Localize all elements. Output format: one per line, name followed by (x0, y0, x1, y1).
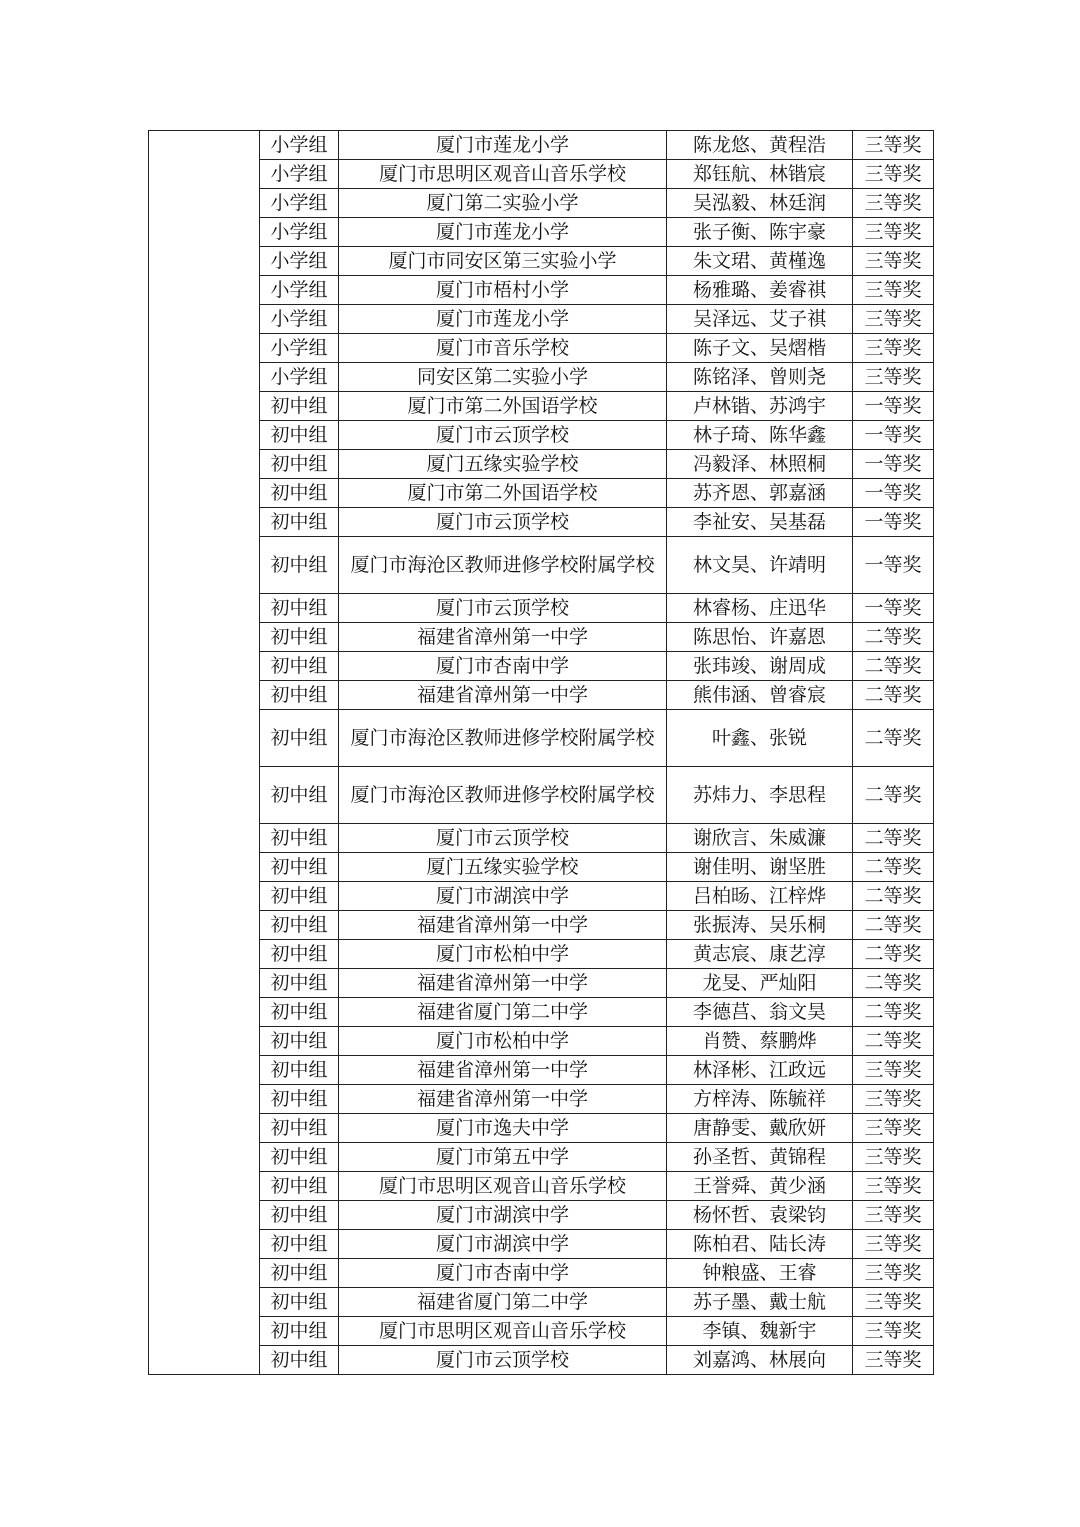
names-cell: 孙圣哲、黄锦程 (667, 1143, 853, 1172)
school-cell: 福建省漳州第一中学 (339, 1056, 667, 1085)
school-cell: 福建省厦门第二中学 (339, 1288, 667, 1317)
school-cell: 厦门市杏南中学 (339, 652, 667, 681)
names-cell: 李德莒、翁文昊 (667, 998, 853, 1027)
award-cell: 二等奖 (853, 824, 934, 853)
table-row (149, 1201, 934, 1230)
award-cell: 三等奖 (853, 189, 934, 218)
table-row (149, 969, 934, 998)
names-cell: 方梓涛、陈毓祥 (667, 1085, 853, 1114)
table-row (149, 1230, 934, 1259)
names-cell: 唐静雯、戴欣妍 (667, 1114, 853, 1143)
school-cell: 厦门市云顶学校 (339, 421, 667, 450)
merged-category-cell (149, 131, 260, 1375)
award-cell: 三等奖 (853, 131, 934, 160)
names-cell: 苏子墨、戴士航 (667, 1288, 853, 1317)
table-row (149, 882, 934, 911)
award-cell: 三等奖 (853, 1143, 934, 1172)
group-cell: 小学组 (260, 247, 339, 276)
names-cell: 林子琦、陈华鑫 (667, 421, 853, 450)
award-cell: 一等奖 (853, 392, 934, 421)
table-row (149, 189, 934, 218)
award-cell: 三等奖 (853, 160, 934, 189)
award-cell: 二等奖 (853, 623, 934, 652)
group-cell: 初中组 (260, 623, 339, 652)
table-row (149, 853, 934, 882)
school-cell: 厦门市思明区观音山音乐学校 (339, 1172, 667, 1201)
award-cell: 三等奖 (853, 218, 934, 247)
school-cell: 厦门第二实验小学 (339, 189, 667, 218)
group-cell: 初中组 (260, 1056, 339, 1085)
table-row (149, 1143, 934, 1172)
table-row (149, 160, 934, 189)
award-cell: 三等奖 (853, 1085, 934, 1114)
names-cell: 陈子文、吴熠楷 (667, 334, 853, 363)
award-cell: 二等奖 (853, 767, 934, 824)
award-table (148, 130, 934, 1375)
names-cell: 林睿杨、庄迅华 (667, 594, 853, 623)
names-cell: 林泽彬、江政远 (667, 1056, 853, 1085)
school-cell: 厦门市海沧区教师进修学校附属学校 (339, 710, 667, 767)
group-cell: 初中组 (260, 824, 339, 853)
school-cell: 厦门市莲龙小学 (339, 218, 667, 247)
award-cell: 三等奖 (853, 1172, 934, 1201)
names-cell: 卢林锴、苏鸿宇 (667, 392, 853, 421)
table-row (149, 1114, 934, 1143)
group-cell: 初中组 (260, 710, 339, 767)
names-cell: 谢佳明、谢坚胜 (667, 853, 853, 882)
names-cell: 刘嘉鸿、林展向 (667, 1346, 853, 1375)
group-cell: 初中组 (260, 652, 339, 681)
names-cell: 李镇、魏新宇 (667, 1317, 853, 1346)
award-cell: 三等奖 (853, 1114, 934, 1143)
school-cell: 厦门市梧村小学 (339, 276, 667, 305)
group-cell: 初中组 (260, 421, 339, 450)
school-cell: 厦门市第五中学 (339, 1143, 667, 1172)
award-cell: 二等奖 (853, 969, 934, 998)
award-cell: 二等奖 (853, 853, 934, 882)
table-row (149, 334, 934, 363)
award-cell: 一等奖 (853, 537, 934, 594)
table-row (149, 767, 934, 824)
school-cell: 厦门市逸夫中学 (339, 1114, 667, 1143)
award-cell: 三等奖 (853, 1317, 934, 1346)
award-cell: 三等奖 (853, 1288, 934, 1317)
school-cell: 福建省漳州第一中学 (339, 969, 667, 998)
school-cell: 厦门市第二外国语学校 (339, 479, 667, 508)
school-cell: 福建省漳州第一中学 (339, 911, 667, 940)
table-row (149, 998, 934, 1027)
award-cell: 二等奖 (853, 911, 934, 940)
names-cell: 朱文珺、黄槿逸 (667, 247, 853, 276)
group-cell: 初中组 (260, 911, 339, 940)
table-row (149, 1085, 934, 1114)
award-cell: 一等奖 (853, 594, 934, 623)
award-cell: 二等奖 (853, 681, 934, 710)
group-cell: 初中组 (260, 479, 339, 508)
names-cell: 苏炜力、李思程 (667, 767, 853, 824)
names-cell: 龙旻、严灿阳 (667, 969, 853, 998)
names-cell: 张子衡、陈宇豪 (667, 218, 853, 247)
table-row (149, 421, 934, 450)
table-row (149, 1056, 934, 1085)
award-cell: 一等奖 (853, 508, 934, 537)
table-row (149, 1317, 934, 1346)
group-cell: 小学组 (260, 189, 339, 218)
group-cell: 初中组 (260, 1114, 339, 1143)
award-cell: 三等奖 (853, 276, 934, 305)
table-row (149, 940, 934, 969)
table-row (149, 450, 934, 479)
names-cell: 钟粮盛、王睿 (667, 1259, 853, 1288)
school-cell: 厦门市云顶学校 (339, 824, 667, 853)
table-row (149, 276, 934, 305)
table-row (149, 623, 934, 652)
group-cell: 初中组 (260, 508, 339, 537)
group-cell: 小学组 (260, 131, 339, 160)
names-cell: 冯毅泽、林照桐 (667, 450, 853, 479)
school-cell: 厦门市海沧区教师进修学校附属学校 (339, 767, 667, 824)
names-cell: 陈思怡、许嘉恩 (667, 623, 853, 652)
table-row (149, 131, 934, 160)
award-cell: 三等奖 (853, 247, 934, 276)
school-cell: 厦门市松柏中学 (339, 940, 667, 969)
school-cell: 福建省漳州第一中学 (339, 1085, 667, 1114)
award-cell: 三等奖 (853, 1201, 934, 1230)
award-cell: 一等奖 (853, 450, 934, 479)
names-cell: 谢欣言、朱威濂 (667, 824, 853, 853)
names-cell: 叶鑫、张锐 (667, 710, 853, 767)
table-row (149, 594, 934, 623)
names-cell: 吴泓毅、林廷润 (667, 189, 853, 218)
names-cell: 吴泽远、艾子祺 (667, 305, 853, 334)
award-cell: 三等奖 (853, 305, 934, 334)
group-cell: 初中组 (260, 853, 339, 882)
school-cell: 厦门市云顶学校 (339, 508, 667, 537)
names-cell: 杨怀哲、袁梁钧 (667, 1201, 853, 1230)
names-cell: 陈柏君、陆长涛 (667, 1230, 853, 1259)
award-cell: 二等奖 (853, 1027, 934, 1056)
group-cell: 初中组 (260, 882, 339, 911)
table-row (149, 1288, 934, 1317)
award-cell: 三等奖 (853, 1230, 934, 1259)
award-cell: 二等奖 (853, 710, 934, 767)
school-cell: 福建省漳州第一中学 (339, 681, 667, 710)
names-cell: 杨雅璐、姜睿祺 (667, 276, 853, 305)
school-cell: 厦门市云顶学校 (339, 594, 667, 623)
school-cell: 厦门市云顶学校 (339, 1346, 667, 1375)
group-cell: 初中组 (260, 1346, 339, 1375)
group-cell: 初中组 (260, 1259, 339, 1288)
school-cell: 厦门市思明区观音山音乐学校 (339, 1317, 667, 1346)
award-cell: 一等奖 (853, 421, 934, 450)
group-cell: 初中组 (260, 537, 339, 594)
names-cell: 熊伟涵、曾睿宸 (667, 681, 853, 710)
school-cell: 厦门市湖滨中学 (339, 882, 667, 911)
names-cell: 陈铭泽、曾则尧 (667, 363, 853, 392)
group-cell: 初中组 (260, 450, 339, 479)
group-cell: 初中组 (260, 1172, 339, 1201)
table-row (149, 392, 934, 421)
table-row (149, 1259, 934, 1288)
group-cell: 初中组 (260, 594, 339, 623)
names-cell: 郑钰航、林锴宸 (667, 160, 853, 189)
table-row (149, 363, 934, 392)
award-cell: 三等奖 (853, 1346, 934, 1375)
group-cell: 初中组 (260, 1027, 339, 1056)
names-cell: 张玮竣、谢周成 (667, 652, 853, 681)
award-cell: 三等奖 (853, 334, 934, 363)
table-row (149, 479, 934, 508)
award-cell: 二等奖 (853, 882, 934, 911)
names-cell: 苏齐恩、郭嘉涵 (667, 479, 853, 508)
school-cell: 福建省厦门第二中学 (339, 998, 667, 1027)
award-cell: 三等奖 (853, 363, 934, 392)
names-cell: 黄志宸、康艺淳 (667, 940, 853, 969)
table-row (149, 824, 934, 853)
school-cell: 厦门市同安区第三实验小学 (339, 247, 667, 276)
award-table-body (149, 131, 934, 1375)
school-cell: 厦门市莲龙小学 (339, 305, 667, 334)
table-row (149, 247, 934, 276)
names-cell: 陈龙悠、黄程浩 (667, 131, 853, 160)
table-row (149, 911, 934, 940)
school-cell: 厦门市音乐学校 (339, 334, 667, 363)
names-cell: 肖赞、蔡鹏烨 (667, 1027, 853, 1056)
award-cell: 三等奖 (853, 1056, 934, 1085)
group-cell: 小学组 (260, 305, 339, 334)
school-cell: 同安区第二实验小学 (339, 363, 667, 392)
group-cell: 小学组 (260, 334, 339, 363)
group-cell: 初中组 (260, 969, 339, 998)
group-cell: 初中组 (260, 1085, 339, 1114)
school-cell: 厦门市海沧区教师进修学校附属学校 (339, 537, 667, 594)
group-cell: 初中组 (260, 1201, 339, 1230)
group-cell: 初中组 (260, 998, 339, 1027)
school-cell: 厦门五缘实验学校 (339, 853, 667, 882)
school-cell: 厦门市第二外国语学校 (339, 392, 667, 421)
group-cell: 小学组 (260, 160, 339, 189)
group-cell: 初中组 (260, 1288, 339, 1317)
school-cell: 厦门市松柏中学 (339, 1027, 667, 1056)
table-row (149, 305, 934, 334)
table-row (149, 218, 934, 247)
names-cell: 吕柏旸、江梓烨 (667, 882, 853, 911)
group-cell: 小学组 (260, 276, 339, 305)
table-row (149, 508, 934, 537)
award-cell: 二等奖 (853, 998, 934, 1027)
names-cell: 林文昊、许靖明 (667, 537, 853, 594)
award-cell: 二等奖 (853, 940, 934, 969)
group-cell: 初中组 (260, 392, 339, 421)
table-row (149, 681, 934, 710)
table-row (149, 710, 934, 767)
group-cell: 初中组 (260, 1143, 339, 1172)
group-cell: 小学组 (260, 363, 339, 392)
names-cell: 李祉安、吴基磊 (667, 508, 853, 537)
names-cell: 张振涛、吴乐桐 (667, 911, 853, 940)
group-cell: 初中组 (260, 681, 339, 710)
school-cell: 厦门市杏南中学 (339, 1259, 667, 1288)
award-cell: 二等奖 (853, 652, 934, 681)
award-cell: 一等奖 (853, 479, 934, 508)
school-cell: 福建省漳州第一中学 (339, 623, 667, 652)
group-cell: 初中组 (260, 1230, 339, 1259)
school-cell: 厦门五缘实验学校 (339, 450, 667, 479)
school-cell: 厦门市湖滨中学 (339, 1201, 667, 1230)
table-row (149, 1172, 934, 1201)
group-cell: 小学组 (260, 218, 339, 247)
award-cell: 三等奖 (853, 1259, 934, 1288)
group-cell: 初中组 (260, 1317, 339, 1346)
school-cell: 厦门市莲龙小学 (339, 131, 667, 160)
table-row (149, 1346, 934, 1375)
school-cell: 厦门市湖滨中学 (339, 1230, 667, 1259)
table-row (149, 1027, 934, 1056)
school-cell: 厦门市思明区观音山音乐学校 (339, 160, 667, 189)
table-row (149, 537, 934, 594)
names-cell: 王誉舜、黄少涵 (667, 1172, 853, 1201)
table-row (149, 652, 934, 681)
group-cell: 初中组 (260, 767, 339, 824)
group-cell: 初中组 (260, 940, 339, 969)
